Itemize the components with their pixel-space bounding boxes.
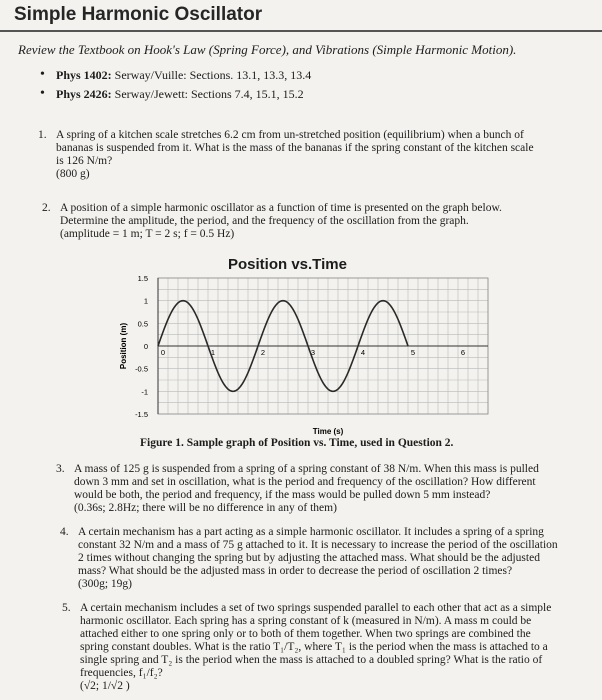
- y-tick-label: -1.5: [135, 410, 148, 419]
- page-title: Simple Harmonic Oscillator: [14, 4, 263, 25]
- y-tick-label: 1: [143, 296, 148, 306]
- course-code: Phys 2426:: [56, 87, 112, 101]
- y-tick-label: 1.5: [137, 274, 148, 283]
- question-number: 3.: [56, 463, 65, 475]
- y-tick-label: 0.5: [137, 319, 148, 329]
- question-line: A mass of 125 g is suspended from a spring of a spring constant of 38 N/m. When this mass is pulled: [74, 463, 539, 475]
- x-tick-label: 3: [310, 348, 316, 357]
- question-4: [60, 526, 558, 591]
- question-line: constant 32 N/m and a mass of 75 g attached to it. It is necessary to increase the period of the oscillation: [78, 539, 558, 551]
- question-line: spring constant doubles. What is the ratio T₁/T₂, where T₁ is the period when the mass is attached to a: [80, 641, 548, 653]
- question-number: 5.: [62, 602, 71, 614]
- question-line: would be both, the period and frequency, if the mass would be pulled down 5 mm instead?: [74, 489, 491, 501]
- review-instruction: Review the Textbook on Hook's Law (Spring Force), and Vibrations (Simple Harmonic Motion).: [18, 42, 517, 57]
- x-tick-label: 6: [460, 348, 466, 357]
- question-number: 4.: [60, 526, 69, 538]
- x-tick-label: 5: [410, 348, 416, 357]
- title-divider: [0, 30, 602, 32]
- question-answer: (amplitude = 1 m; T = 2 s; f = 0.5 Hz): [60, 228, 235, 240]
- question-number: 2.: [42, 202, 51, 214]
- x-tick-labels: [161, 348, 465, 357]
- reading-sections: Serway/Jewett: Sections 7.4, 15.1, 15.2: [114, 87, 304, 101]
- figure-caption: Figure 1. Sample graph of Position vs. Time, used in Question 2.: [140, 437, 454, 449]
- question-line: mass? What should be the adjusted mass in order to decrease the period of oscillation 2 times?: [78, 565, 513, 577]
- y-tick-label: 0: [143, 342, 148, 351]
- reading-list: [40, 68, 311, 106]
- x-axis-label: Time (s): [312, 427, 344, 436]
- question-line: attached either to one spring only or to both of them together. When two springs are combined the: [80, 628, 531, 640]
- x-tick-label: 0: [160, 348, 166, 357]
- question-line: bananas is suspended from it. What is the mass of the bananas if the spring constant of the kitchen scale: [56, 142, 534, 154]
- reading-item-1402: [40, 68, 311, 83]
- x-tick-label: 1: [210, 348, 216, 357]
- course-code: Phys 1402:: [56, 68, 112, 82]
- question-answer: (0.36s; 2.8Hz; there will be no difference in any of them): [74, 502, 337, 514]
- x-tick-label: 2: [260, 348, 266, 357]
- question-2: [42, 202, 502, 241]
- question-line: A certain mechanism includes a set of two springs suspended parallel to each other that act as a simple: [80, 602, 552, 614]
- question-line: A position of a simple harmonic oscillator as a function of time is presented on the graph below.: [60, 202, 502, 214]
- question-3: [56, 463, 539, 515]
- question-line: harmonic oscillator. Each spring has a spring constant of k (measured in N/m). A mass m could be: [80, 615, 532, 627]
- question-answer: (800 g): [56, 168, 90, 180]
- question-answer: (300g; 19g): [78, 578, 132, 590]
- y-axis-label: Position (m): [119, 322, 128, 370]
- y-tick-label: -0.5: [135, 364, 148, 374]
- question-line: A certain mechanism has a part acting as a simple harmonic oscillator. It includes a spring of a spring: [78, 526, 544, 538]
- position-time-chart: [110, 274, 530, 439]
- chart-title: Position vs.Time: [228, 256, 347, 273]
- question-1: [38, 129, 534, 181]
- question-line: down 3 mm and set in oscillation, what is the period and frequency of the oscillation? How different: [74, 476, 536, 488]
- question-line: frequencies, f₁/f₂?: [80, 667, 163, 679]
- question-5: [62, 602, 552, 693]
- question-number: 1.: [38, 129, 47, 141]
- question-line: single spring and T₂ is the period when the mass is attached to a doubled spring? What is the ratio of: [80, 654, 543, 666]
- y-tick-label: -1: [141, 387, 148, 397]
- reading-sections: Serway/Vuille: Sections. 13.1, 13.3, 13.4: [114, 68, 312, 82]
- question-line: Determine the amplitude, the period, and the frequency of the oscillation from the graph.: [60, 215, 469, 227]
- question-line: 2 times without changing the spring but by adjusting the attached mass. What should be the adjusted: [78, 552, 540, 564]
- question-answer: (√2; 1/√2 ): [80, 680, 130, 692]
- reading-item-2426: [40, 87, 311, 102]
- question-line: is 126 N/m?: [56, 155, 113, 167]
- x-tick-label: 4: [360, 348, 366, 357]
- question-line: A spring of a kitchen scale stretches 6.2 cm from un-stretched position (equilibrium) when a bunch of: [56, 129, 524, 141]
- y-tick-labels: [135, 274, 148, 419]
